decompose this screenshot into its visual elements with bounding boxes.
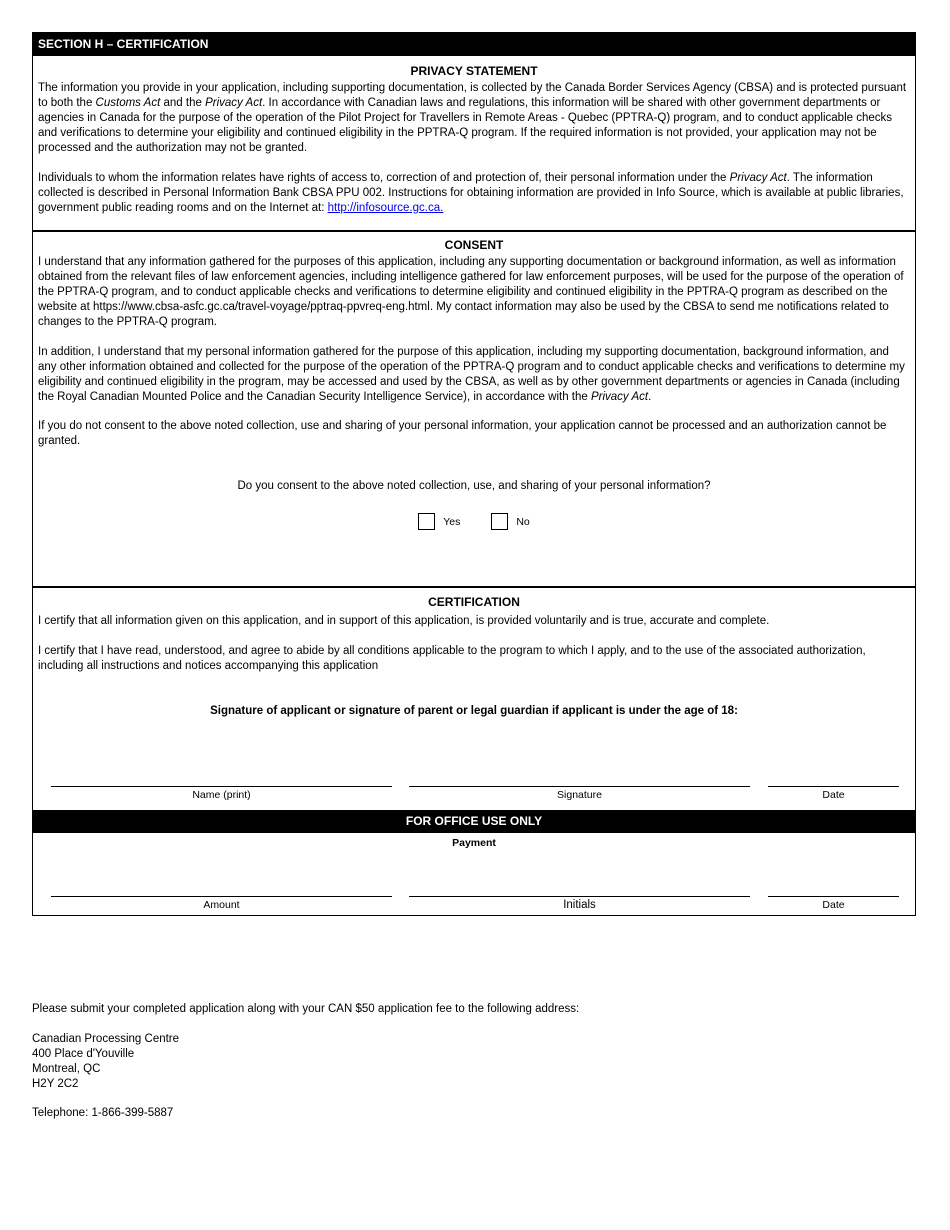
signature-row xyxy=(33,786,915,808)
amount-field[interactable] xyxy=(51,896,392,911)
signature-label: Signature xyxy=(557,789,602,801)
certification-form xyxy=(32,32,916,916)
consent-yes-option[interactable] xyxy=(418,513,460,530)
address-line-2: 400 Place d'Youville xyxy=(32,1047,135,1060)
name-print-field[interactable] xyxy=(51,786,392,801)
certification-paragraph-1: I certify that all information given on this application, and in support of this application, is provided voluntarily and is true, accurate and complete. xyxy=(38,615,770,627)
consent-question: Do you consent to the above noted collection, use, and sharing of your personal information? xyxy=(237,480,711,492)
section-header: SECTION H – CERTIFICATION xyxy=(33,33,915,56)
certification-date-field[interactable] xyxy=(768,786,899,801)
privacy-act-italic: Privacy Act xyxy=(205,97,263,109)
initials-field[interactable] xyxy=(409,896,750,911)
signature-prompt: Signature of applicant or signature of parent or legal guardian if applicant is under the age of 18: xyxy=(210,704,738,717)
amount-label: Amount xyxy=(203,899,240,911)
consent-block xyxy=(33,230,915,586)
signature-field[interactable] xyxy=(409,786,750,801)
address-line-3: Montreal, QC xyxy=(32,1062,101,1075)
address-line-1: Canadian Processing Centre xyxy=(32,1032,180,1045)
submission-instruction-text: Please submit your completed application along with your CAN $50 application fee to the following address: xyxy=(32,1003,580,1015)
certification-date-label: Date xyxy=(822,789,845,801)
initials-label: Initials xyxy=(563,899,596,911)
consent-no-checkbox[interactable] xyxy=(491,513,508,530)
consent-paragraph-1: I understand that any information gathered for the purposes of this application, including any supporting documentation or background information, as well as information obtained from the relevant files of law enforcement agencies, including intelligence gathered for law enforcement purposes, will be used for the purpose of the operation of the PPTRA-Q program, and to conduct applicable checks and verifications to determine eligibility and continued eligibility in the PPTRA-Q program as described on the website at https://www.cbsa-asfc.gc.ca/travel-voyage/pptraq-ppvreq-eng.html. My contact information may also be used by the CBSA to send me notifications related to changes to the PPTRA-Q program. xyxy=(38,256,904,328)
name-print-label: Name (print) xyxy=(192,789,251,801)
consent-yes-checkbox[interactable] xyxy=(418,513,435,530)
telephone: Telephone: 1-866-399-5887 xyxy=(32,1107,174,1119)
infosource-link[interactable]: http://infosource.gc.ca. xyxy=(327,201,444,214)
privacy-act-italic: Privacy Act xyxy=(729,171,787,184)
certification-block xyxy=(33,586,915,810)
privacy-paragraph-2: Individuals to whom the information relates have rights of access to, correction of and protection of, their personal information under the Privacy Act. The information collected is described in Personal Information Bank CBSA PPU 002. Instructions for obtaining information are provided in Info Source, which is available at public libraries, government public reading rooms and on the Internet at: http://infosource.gc.ca. xyxy=(38,171,904,214)
office-fields-row xyxy=(33,896,915,918)
privacy-statement-block xyxy=(33,56,915,230)
office-date-label: Date xyxy=(822,899,845,911)
certification-title: CERTIFICATION xyxy=(428,595,520,609)
privacy-statement-title: PRIVACY STATEMENT xyxy=(410,64,538,78)
consent-no-option[interactable] xyxy=(491,513,529,530)
payment-label: Payment xyxy=(452,837,496,849)
customs-act-italic: Customs Act xyxy=(95,97,161,109)
office-use-header: FOR OFFICE USE ONLY xyxy=(33,810,915,833)
consent-yes-label: Yes xyxy=(443,515,461,528)
submission-instructions xyxy=(32,1002,579,1121)
address-line-4: H2Y 2C2 xyxy=(32,1077,79,1090)
office-date-field[interactable] xyxy=(768,896,899,911)
office-use-block xyxy=(33,836,915,918)
consent-title: CONSENT xyxy=(444,238,504,252)
consent-paragraph-2: In addition, I understand that my personal information gathered for the purpose of this application, including my supporting documentation, background information, and any other information obtained and collected for the purpose of the operation of the PPTRA-Q program and to conduct applicable checks and verifications to determine my eligibility and continued eligibility in the program, may be accessed and used by the CBSA, as well as by other government departments or agencies in Canada (including the Royal Canadian Mounted Police and the Canadian Security Intelligence Service), in accordance with the Privacy Act. xyxy=(38,345,905,403)
consent-options xyxy=(38,513,910,530)
privacy-act-italic: Privacy Act xyxy=(590,390,649,403)
privacy-paragraph-1: The information you provide in your application, including supporting documentation, is collected by the Canada Border Services Agency (CBSA) and is protected pursuant to both the Customs Act and the Privacy Act. In accordance with Canadian laws and regulations, this information will be shared with other government departments or agencies in Canada for the purpose of the operation of the Pilot Project for Travellers in Remote Areas - Quebec (PPTRA-Q) program, and to conduct applicable checks and verifications to determine your eligibility and continued eligibility in the PPTRA-Q program. If the required information is not provided, your application may not be processed and the authorization may not be granted. xyxy=(38,82,907,154)
consent-paragraph-3: If you do not consent to the above noted collection, use and sharing of your personal information, your application cannot be processed and an authorization cannot be granted. xyxy=(38,420,887,447)
consent-no-label: No xyxy=(516,515,530,528)
certification-paragraph-2: I certify that I have read, understood, and agree to abide by all conditions applicable to the program to which I apply, and to the use of the associated authorization, including all instructions and notices accompanying this application xyxy=(38,644,866,672)
